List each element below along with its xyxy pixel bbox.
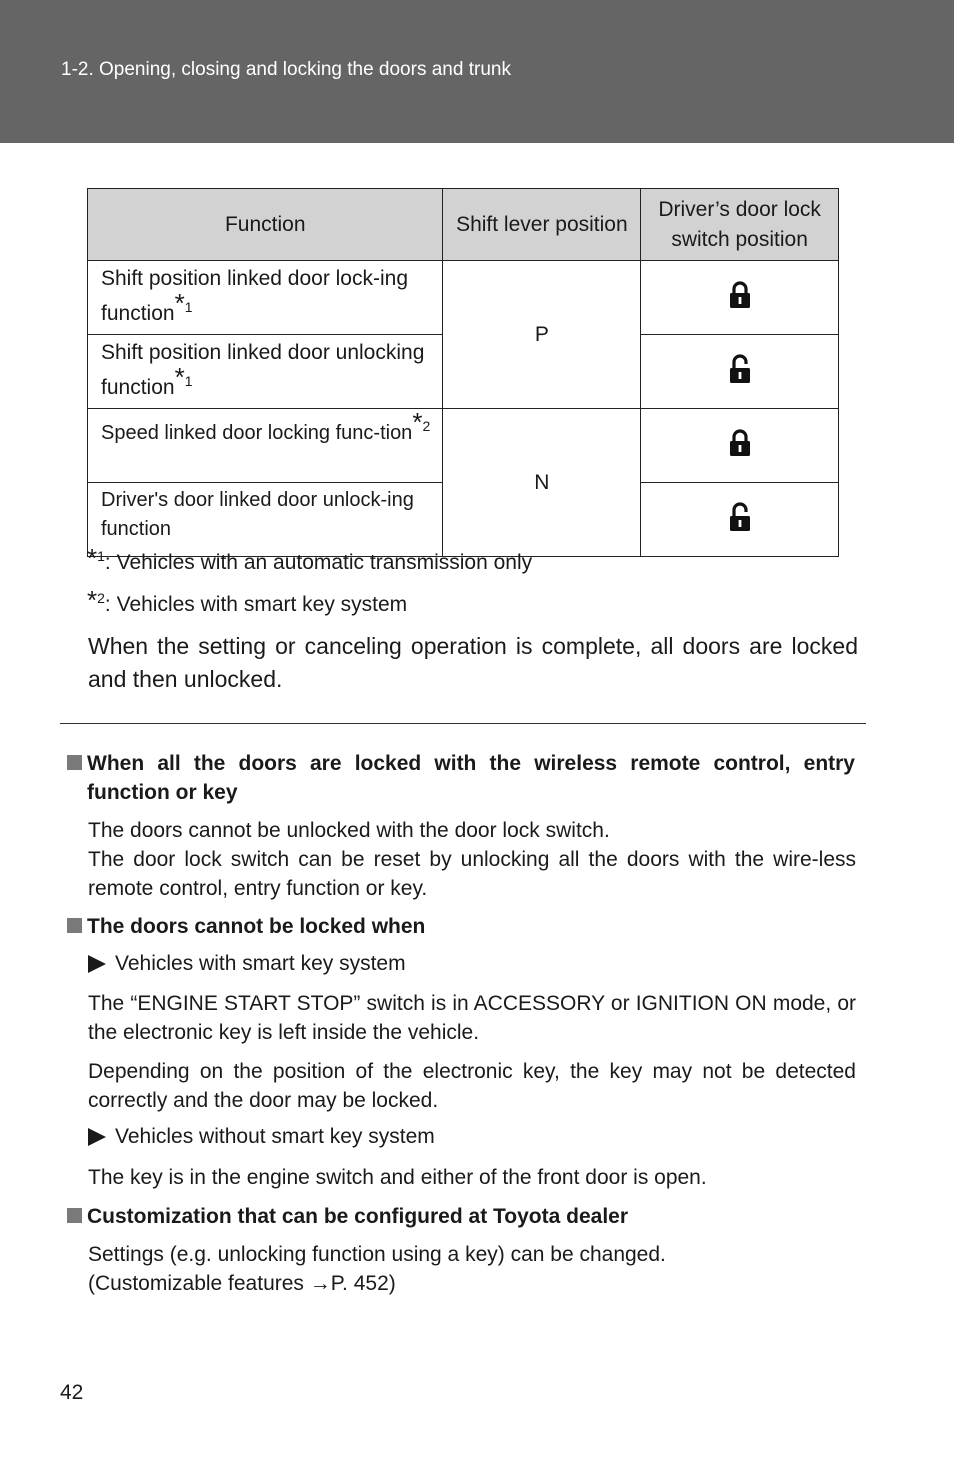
table-header-row [88,189,839,261]
page-number: 42 [60,1381,84,1404]
list-item-label: Vehicles with smart key system [115,952,406,975]
unlocked-padlock-icon [729,354,751,384]
unlocked-padlock-icon [729,502,751,532]
lock-cell [641,483,839,557]
footnote-star: * [412,407,423,437]
locked-padlock-icon [729,429,751,457]
footnote-star: * [174,288,185,318]
lock-cell [641,335,839,409]
footnote-1 [87,543,533,575]
paragraph: Settings (e.g. unlocking function using a key) can be changed. [88,1243,666,1266]
list-item [88,1125,435,1149]
footnote-text: : Vehicles with smart key system [104,593,408,616]
heading-text: Customization that can be configured at Toyota dealer [87,1205,629,1228]
section-heading-cannot-lock [67,912,857,941]
lock-cell [641,409,839,483]
lock-cell [641,261,839,335]
footnote-mark: 2 [97,590,105,606]
function-text: Speed linked door locking func-tion [101,422,413,444]
section-title: 1-2. Opening, closing and locking the doors and trunk [61,59,511,80]
header-function: Function [88,189,443,261]
section-divider [60,723,866,724]
square-bullet-icon [67,918,82,933]
footnote-star: * [174,362,185,392]
shift-position-cell: P [443,261,641,409]
triangle-bullet-icon [88,1128,106,1146]
section-heading-customization [67,1202,857,1231]
page-header [0,0,954,143]
triangle-bullet-icon [88,955,106,973]
paragraph: Depending on the position of the electronic key, the key may not be detected correctly and the door may be locked. [88,1060,856,1112]
header-shift-lever: Shift lever position [443,189,641,261]
footnote-mark: 1 [97,548,105,564]
square-bullet-icon [67,1208,82,1223]
square-bullet-icon [67,755,82,770]
section-heading-locked-remote [67,749,857,807]
function-table [87,188,839,557]
footnote-text: : Vehicles with an automatic transmission only [104,551,533,574]
table-row [88,261,839,335]
header-door-lock: Driver’s door lock switch position [641,189,839,261]
list-item [88,952,406,976]
paragraph: The key is in the engine switch and either of the front door is open. [88,1166,707,1189]
footnote-star: * [87,585,98,615]
heading-text: The doors cannot be locked when [87,915,426,938]
function-cell [88,409,443,483]
paragraph: The door lock switch can be reset by unlocking all the doors with the wire-less remote control, entry function or key. [88,848,856,900]
function-text: Shift position linked door lock-ing function [101,267,409,325]
function-cell [88,335,443,409]
locked-padlock-icon [729,281,751,309]
shift-position-cell: N [443,409,641,557]
footnote-2 [87,585,408,617]
function-text: Shift position linked door unlocking function [101,341,425,399]
paragraph: The “ENGINE START STOP” switch is in ACCESSORY or IGNITION ON mode, or the electronic key is left inside the vehicle. [88,992,856,1044]
paragraph: The doors cannot be unlocked with the door lock switch. [88,819,610,842]
completion-paragraph: When the setting or canceling operation is complete, all doors are locked and then unlocked. [88,633,858,692]
footnote-mark: 1 [184,373,193,389]
footnote-star: * [87,543,98,573]
function-cell: Driver's door linked door unlock-ing function [88,483,443,557]
footnote-mark: 1 [184,299,193,315]
table-row [88,409,839,483]
footnote-mark: 2 [422,418,431,434]
function-cell [88,261,443,335]
list-item-label: Vehicles without smart key system [115,1125,435,1148]
heading-text: When all the doors are locked with the wireless remote control, entry function or key [87,752,855,804]
paragraph: (Customizable features →P. 452) [88,1272,396,1295]
